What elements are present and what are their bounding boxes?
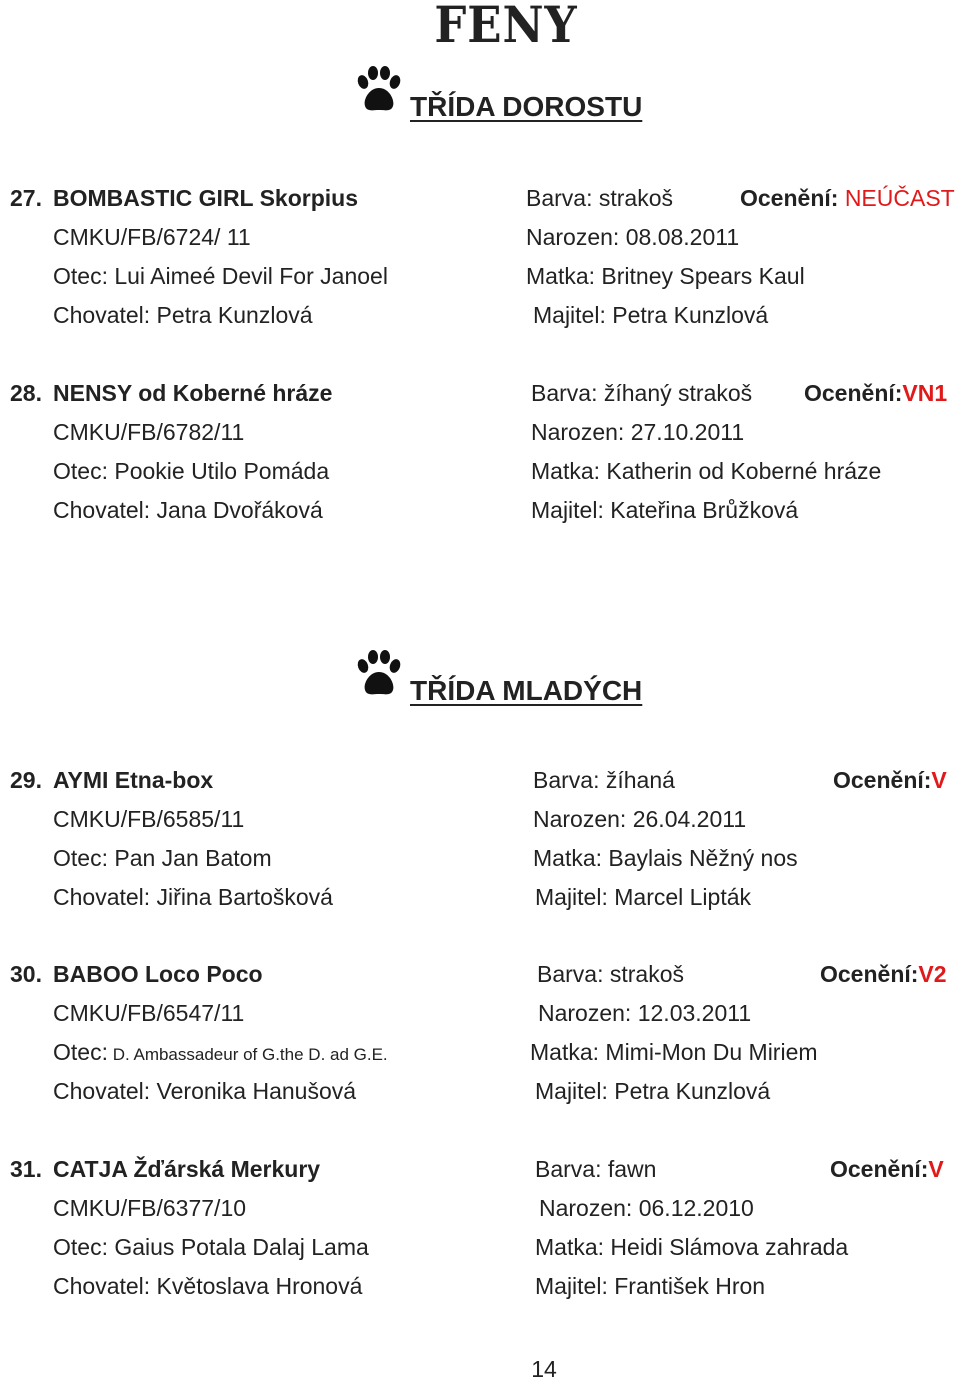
breeder: Chovatel: Petra Kunzlová (53, 302, 313, 328)
section-title: TŘÍDA DOROSTU (410, 91, 643, 122)
color: Barva: strakoš (537, 961, 684, 987)
color: Barva: žíhaný strakoš (531, 380, 753, 406)
rating-label: Ocenění: (804, 380, 903, 406)
birth-date: Narozen: 26.04.2011 (533, 806, 747, 832)
rating (740, 184, 955, 212)
rating-value: VN1 (902, 380, 948, 406)
father: Otec: Gaius Potala Dalaj Lama (53, 1234, 369, 1260)
page-title: FENY (434, 0, 578, 54)
dog-name: BABOO Loco Poco (53, 961, 263, 987)
rating (833, 766, 947, 794)
owner: Majitel: František Hron (535, 1273, 766, 1299)
entry-number: 28. (10, 380, 42, 406)
dog-name: CATJA Žďárská Merkury (53, 1156, 321, 1182)
breeder: Chovatel: Jiřina Bartošková (53, 884, 333, 910)
breeder: Chovatel: Veronika Hanušová (53, 1078, 357, 1104)
color: Barva: fawn (535, 1156, 657, 1182)
birth-date: Narozen: 27.10.2011 (531, 419, 745, 445)
rating-label: Ocenění: (820, 961, 919, 987)
rating (820, 960, 947, 988)
father: Otec: Pan Jan Batom (53, 845, 272, 871)
rating (830, 1155, 944, 1183)
color: Barva: strakoš (526, 185, 673, 211)
registration: CMKU/FB/6377/10 (53, 1195, 247, 1221)
rating-label: Ocenění: (833, 767, 932, 793)
rating-value: V (931, 767, 947, 793)
section-title: TŘÍDA MLADÝCH (410, 675, 643, 706)
entry-number: 30. (10, 961, 42, 987)
registration: CMKU/FB/6782/11 (53, 419, 245, 445)
rating-value: V (928, 1156, 944, 1182)
birth-date: Narozen: 08.08.2011 (526, 224, 740, 250)
mother: Matka: Mimi-Mon Du Miriem (530, 1039, 818, 1065)
breeder: Chovatel: Květoslava Hronová (53, 1273, 363, 1299)
color: Barva: žíhaná (533, 767, 675, 793)
registration: CMKU/FB/6724/ 11 (53, 224, 251, 250)
paw-print-icon (355, 66, 401, 116)
mother: Matka: Britney Spears Kaul (526, 263, 805, 289)
rating-value: V2 (918, 961, 947, 987)
mother: Matka: Heidi Slámova zahrada (535, 1234, 849, 1260)
rating (804, 379, 947, 407)
entry-number: 27. (10, 185, 42, 211)
mother: Matka: Katherin od Koberné hráze (531, 458, 882, 484)
father (53, 1038, 388, 1069)
father-name: D. Ambassadeur of G.the D. ad G.E. (107, 1045, 388, 1064)
entry-number: 29. (10, 767, 42, 793)
mother: Matka: Baylais Něžný nos (533, 845, 798, 871)
father: Otec: Pookie Utilo Pomáda (53, 458, 330, 484)
owner: Majitel: Kateřina Brůžková (531, 497, 799, 523)
page-number: 14 (531, 1356, 557, 1382)
breeder: Chovatel: Jana Dvořáková (53, 497, 323, 523)
owner: Majitel: Marcel Lipták (535, 884, 752, 910)
entry-number: 31. (10, 1156, 42, 1182)
birth-date: Narozen: 06.12.2010 (539, 1195, 754, 1221)
dog-name: AYMI Etna-box (53, 767, 214, 793)
rating-label: Ocenění: (830, 1156, 929, 1182)
paw-print-icon (355, 650, 401, 700)
owner: Majitel: Petra Kunzlová (533, 302, 769, 328)
rating-label: Ocenění: (740, 185, 845, 211)
registration: CMKU/FB/6585/11 (53, 806, 245, 832)
father: Otec: Lui Aimeé Devil For Janoel (53, 263, 388, 289)
dog-name: BOMBASTIC GIRL Skorpius (53, 185, 358, 211)
rating-value: NEÚČAST (844, 185, 955, 211)
owner: Majitel: Petra Kunzlová (535, 1078, 771, 1104)
father-label: Otec: (53, 1039, 108, 1065)
birth-date: Narozen: 12.03.2011 (538, 1000, 752, 1026)
dog-name: NENSY od Koberné hráze (53, 380, 333, 406)
registration: CMKU/FB/6547/11 (53, 1000, 245, 1026)
